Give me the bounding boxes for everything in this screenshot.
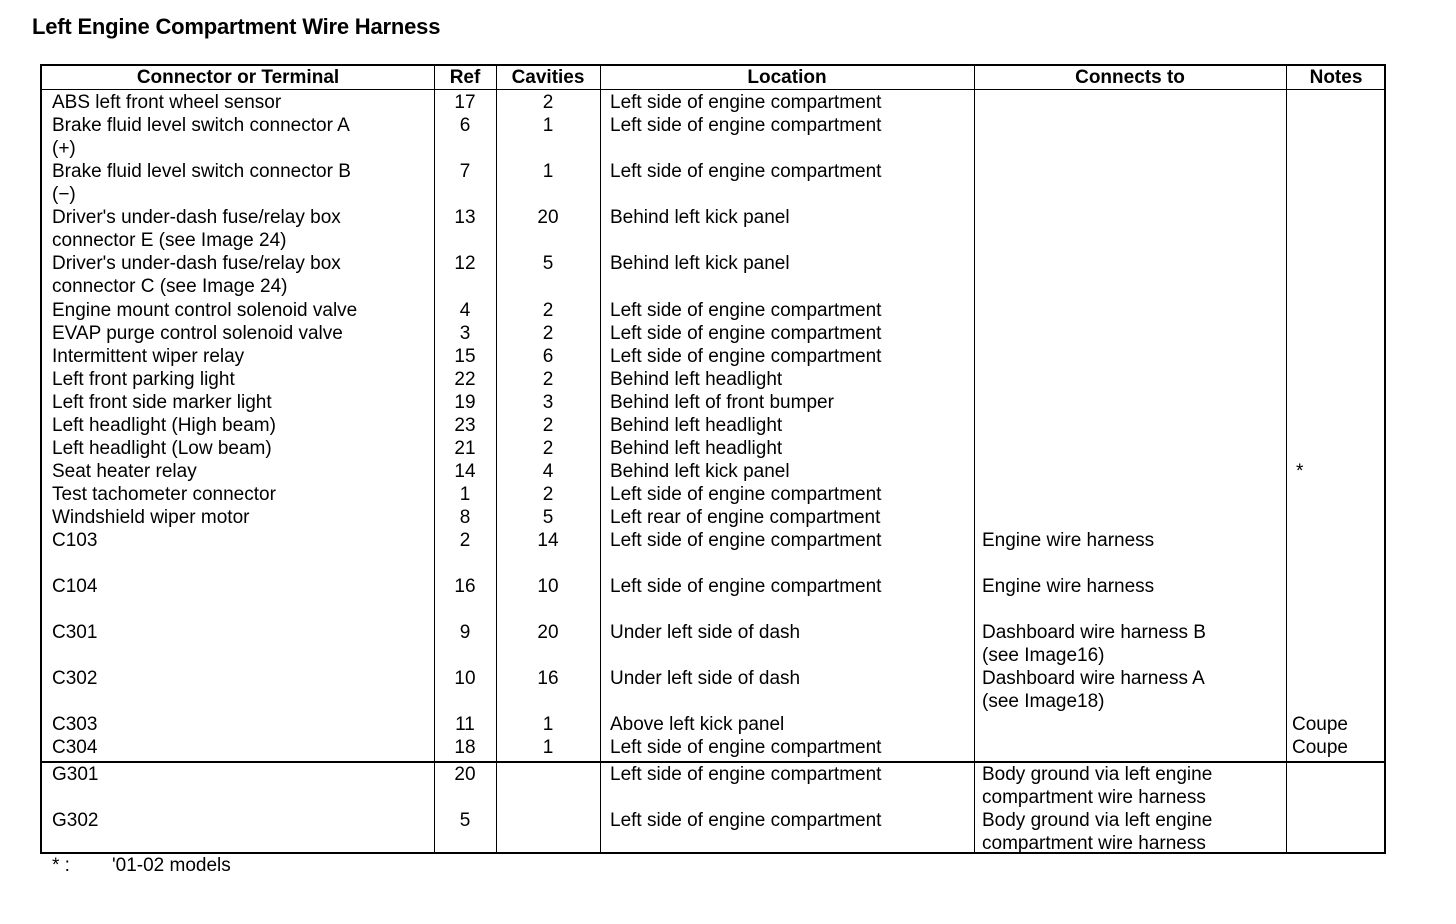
connector-cell: Driver's under-dash fuse/relay box connector E (see Image 24) — [52, 207, 341, 251]
ref-cell: 14 — [454, 461, 476, 482]
header-ref: Ref — [449, 67, 481, 88]
connector-cell: Driver's under-dash fuse/relay box connector C (see Image 24) — [52, 253, 341, 297]
connector-cell: Brake fluid level switch connector B (−) — [52, 161, 351, 205]
cavities-cell: 2 — [542, 438, 554, 459]
location-cell: Behind left kick panel — [610, 253, 790, 274]
connector-cell: Left front parking light — [52, 369, 235, 390]
ref-cell: 1 — [459, 484, 471, 505]
location-cell: Behind left headlight — [610, 415, 783, 436]
cavities-cell: 4 — [542, 461, 554, 482]
cavities-cell: 1 — [542, 714, 554, 735]
cavities-cell: 5 — [542, 507, 554, 528]
ref-cell: 22 — [454, 369, 476, 390]
connects-to-cell: Engine wire harness — [982, 576, 1155, 597]
footnote-text: '01-02 models — [112, 855, 231, 876]
header-location: Location — [747, 67, 827, 88]
cavities-cell: 20 — [537, 207, 559, 228]
column-divider — [600, 66, 601, 852]
cavities-cell: 2 — [542, 369, 554, 390]
ref-cell: 10 — [454, 668, 476, 689]
location-cell: Left side of engine compartment — [610, 346, 882, 367]
cavities-cell: 14 — [537, 530, 559, 551]
cavities-cell: 16 — [537, 668, 559, 689]
footnote-mark: * : — [52, 855, 70, 876]
connector-cell: C104 — [52, 576, 98, 597]
location-cell: Under left side of dash — [610, 668, 801, 689]
location-cell: Left rear of engine compartment — [610, 507, 881, 528]
ref-cell: 16 — [454, 576, 476, 597]
connector-cell: C302 — [52, 668, 98, 689]
ref-cell: 20 — [454, 764, 476, 785]
location-cell: Left side of engine compartment — [610, 810, 882, 831]
cavities-cell: 10 — [537, 576, 559, 597]
header-notes: Notes — [1309, 67, 1363, 88]
connector-cell: Seat heater relay — [52, 461, 197, 482]
ref-cell: 9 — [459, 622, 471, 643]
cavities-cell: 6 — [542, 346, 554, 367]
location-cell: Left side of engine compartment — [610, 576, 882, 597]
connector-cell: C301 — [52, 622, 98, 643]
connector-cell: Left headlight (Low beam) — [52, 438, 272, 459]
connects-to-cell: Dashboard wire harness B (see Image16) — [982, 622, 1206, 666]
header-cavities: Cavities — [511, 67, 585, 88]
location-cell: Left side of engine compartment — [610, 737, 882, 758]
cavities-cell: 1 — [542, 737, 554, 758]
location-cell: Left side of engine compartment — [610, 530, 882, 551]
connector-cell: Windshield wiper motor — [52, 507, 250, 528]
ref-cell: 2 — [459, 530, 471, 551]
ref-cell: 5 — [459, 810, 471, 831]
notes-cell: Coupe — [1292, 714, 1348, 735]
location-cell: Above left kick panel — [610, 714, 785, 735]
ref-cell: 3 — [459, 323, 471, 344]
location-cell: Behind left kick panel — [610, 461, 790, 482]
connector-cell: EVAP purge control solenoid valve — [52, 323, 343, 344]
wire-harness-table — [40, 64, 1386, 854]
connector-cell: Test tachometer connector — [52, 484, 276, 505]
connector-cell: Brake fluid level switch connector A (+) — [52, 115, 350, 159]
notes-cell: * — [1296, 461, 1304, 482]
cavities-cell: 2 — [542, 300, 554, 321]
ref-cell: 13 — [454, 207, 476, 228]
cavities-cell: 2 — [542, 415, 554, 436]
connector-cell: ABS left front wheel sensor — [52, 92, 282, 113]
connector-cell: C103 — [52, 530, 98, 551]
connector-cell: Intermittent wiper relay — [52, 346, 245, 367]
cavities-cell: 1 — [542, 161, 554, 182]
notes-cell: Coupe — [1292, 737, 1348, 758]
page-title: Left Engine Compartment Wire Harness — [32, 14, 441, 39]
cavities-cell: 20 — [537, 622, 559, 643]
location-cell: Left side of engine compartment — [610, 484, 882, 505]
ref-cell: 12 — [454, 253, 476, 274]
location-cell: Left side of engine compartment — [610, 161, 882, 182]
column-divider — [974, 66, 975, 852]
header-connector: Connector or Terminal — [136, 67, 340, 88]
cavities-cell: 1 — [542, 115, 554, 136]
connector-cell: Engine mount control solenoid valve — [52, 300, 358, 321]
ref-cell: 23 — [454, 415, 476, 436]
location-cell: Left side of engine compartment — [610, 323, 882, 344]
location-cell: Left side of engine compartment — [610, 300, 882, 321]
cavities-cell: 2 — [542, 484, 554, 505]
ref-cell: 4 — [459, 300, 471, 321]
connector-cell: G302 — [52, 810, 99, 831]
location-cell: Behind left headlight — [610, 369, 783, 390]
location-cell: Left side of engine compartment — [610, 764, 882, 785]
connects-to-cell: Engine wire harness — [982, 530, 1155, 551]
location-cell: Behind left of front bumper — [610, 392, 834, 413]
location-cell: Left side of engine compartment — [610, 115, 882, 136]
cavities-cell: 2 — [542, 323, 554, 344]
cavities-cell: 2 — [542, 92, 554, 113]
connector-cell: Left front side marker light — [52, 392, 272, 413]
connector-cell: Left headlight (High beam) — [52, 415, 276, 436]
ref-cell: 21 — [454, 438, 476, 459]
location-cell: Behind left headlight — [610, 438, 783, 459]
ref-cell: 6 — [459, 115, 471, 136]
cavities-cell: 3 — [542, 392, 554, 413]
connector-cell: C303 — [52, 714, 98, 735]
location-cell: Behind left kick panel — [610, 207, 790, 228]
location-cell: Left side of engine compartment — [610, 92, 882, 113]
location-cell: Under left side of dash — [610, 622, 801, 643]
ref-cell: 11 — [455, 714, 475, 735]
connects-to-cell: Dashboard wire harness A (see Image18) — [982, 668, 1205, 712]
ref-cell: 17 — [454, 92, 476, 113]
connector-cell: G301 — [52, 764, 99, 785]
ref-cell: 15 — [454, 346, 476, 367]
ref-cell: 18 — [454, 737, 476, 758]
connects-to-cell: Body ground via left engine compartment wire harness — [982, 764, 1213, 808]
header-connects-to: Connects to — [1075, 67, 1185, 88]
ref-cell: 8 — [459, 507, 471, 528]
column-divider — [1286, 66, 1287, 852]
ref-cell: 19 — [454, 392, 476, 413]
connects-to-cell: Body ground via left engine compartment wire harness — [982, 810, 1213, 854]
cavities-cell: 5 — [542, 253, 554, 274]
ref-cell: 7 — [459, 161, 471, 182]
connector-cell: C304 — [52, 737, 98, 758]
